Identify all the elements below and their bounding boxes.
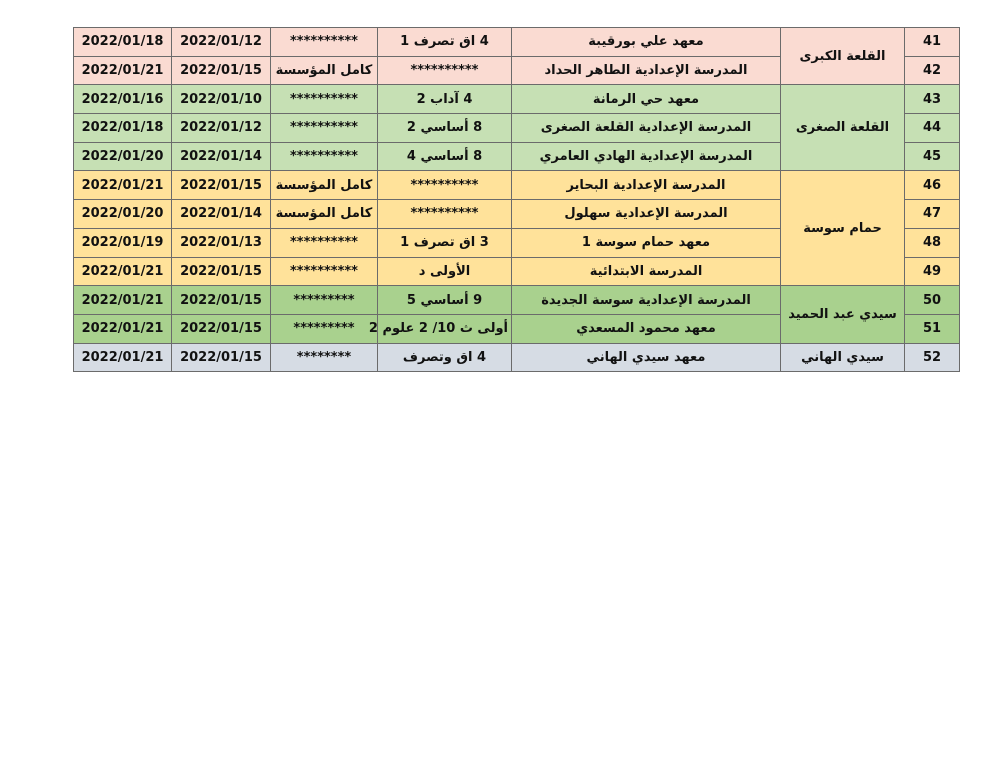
row-number-cell: 43 [905, 85, 960, 114]
end-date-cell: 2022/01/21 [74, 314, 172, 343]
end-date-cell: 2022/01/21 [74, 56, 172, 85]
table-row [74, 28, 960, 57]
school-cell: معهد حي الرمانة [512, 85, 781, 114]
school-cell: المدرسة الإعدادية الطاهر الحداد [512, 56, 781, 85]
table-row [74, 85, 960, 114]
row-number-cell: 52 [905, 343, 960, 372]
scope-cell: ********** [271, 142, 378, 171]
start-date-cell: 2022/01/15 [172, 257, 271, 286]
start-date-cell: 2022/01/15 [172, 286, 271, 315]
scope-cell: ********** [271, 228, 378, 257]
scope-cell: ********** [271, 114, 378, 143]
end-date-cell: 2022/01/19 [74, 228, 172, 257]
row-number-cell: 46 [905, 171, 960, 200]
start-date-cell: 2022/01/10 [172, 85, 271, 114]
end-date-cell: 2022/01/21 [74, 286, 172, 315]
scope-cell: كامل المؤسسة [271, 171, 378, 200]
end-date-cell: 2022/01/21 [74, 343, 172, 372]
class-cell: 4 اق وتصرف [378, 343, 512, 372]
end-date-cell: 2022/01/18 [74, 28, 172, 57]
region-cell: سيدي عبد الحميد [781, 286, 905, 343]
school-cell: معهد سيدي الهاني [512, 343, 781, 372]
school-cell: معهد محمود المسعدي [512, 314, 781, 343]
region-cell: سيدي الهاني [781, 343, 905, 372]
class-cell: ********** [378, 200, 512, 229]
scope-cell: ********* [271, 314, 378, 343]
school-cell: المدرسة الإعدادية الهادي العامري [512, 142, 781, 171]
school-cell: المدرسة الإعدادية البحاير [512, 171, 781, 200]
table-row [74, 171, 960, 200]
row-number-cell: 44 [905, 114, 960, 143]
end-date-cell: 2022/01/21 [74, 171, 172, 200]
start-date-cell: 2022/01/14 [172, 142, 271, 171]
table-row [74, 286, 960, 315]
row-number-cell: 41 [905, 28, 960, 57]
region-cell: القلعة الكبرى [781, 28, 905, 85]
schedule-table [73, 27, 960, 372]
row-number-cell: 48 [905, 228, 960, 257]
scope-cell: كامل المؤسسة [271, 200, 378, 229]
school-cell: المدرسة الإعدادية سوسة الجديدة [512, 286, 781, 315]
end-date-cell: 2022/01/21 [74, 257, 172, 286]
school-cell: معهد حمام سوسة 1 [512, 228, 781, 257]
row-number-cell: 51 [905, 314, 960, 343]
scope-cell: ********** [271, 257, 378, 286]
class-cell: ********** [378, 171, 512, 200]
start-date-cell: 2022/01/14 [172, 200, 271, 229]
end-date-cell: 2022/01/18 [74, 114, 172, 143]
school-cell: معهد علي بورقيبة [512, 28, 781, 57]
row-number-cell: 49 [905, 257, 960, 286]
school-cell: المدرسة الإعدادية سهلول [512, 200, 781, 229]
end-date-cell: 2022/01/20 [74, 200, 172, 229]
row-number-cell: 50 [905, 286, 960, 315]
start-date-cell: 2022/01/12 [172, 28, 271, 57]
row-number-cell: 45 [905, 142, 960, 171]
class-cell: ********** [378, 56, 512, 85]
scope-cell: ********** [271, 85, 378, 114]
class-cell: 8 أساسي 4 [378, 142, 512, 171]
end-date-cell: 2022/01/16 [74, 85, 172, 114]
region-cell: القلعة الصغرى [781, 85, 905, 171]
start-date-cell: 2022/01/15 [172, 171, 271, 200]
region-cell: حمام سوسة [781, 171, 905, 286]
end-date-cell: 2022/01/20 [74, 142, 172, 171]
class-cell: 3 اق تصرف 1 [378, 228, 512, 257]
school-cell: المدرسة الابتدائية [512, 257, 781, 286]
class-cell: 9 أساسي 5 [378, 286, 512, 315]
class-cell: 4 اق تصرف 1 [378, 28, 512, 57]
start-date-cell: 2022/01/13 [172, 228, 271, 257]
scope-cell: ********* [271, 286, 378, 315]
start-date-cell: 2022/01/12 [172, 114, 271, 143]
scope-cell: ********** [271, 28, 378, 57]
start-date-cell: 2022/01/15 [172, 56, 271, 85]
school-cell: المدرسة الإعدادية القلعة الصغرى [512, 114, 781, 143]
scope-cell: كامل المؤسسة [271, 56, 378, 85]
class-cell: الأولى د [378, 257, 512, 286]
start-date-cell: 2022/01/15 [172, 314, 271, 343]
row-number-cell: 42 [905, 56, 960, 85]
class-cell: أولى ث 10/ 2 علوم 2 [378, 314, 512, 343]
class-cell: 4 آداب 2 [378, 85, 512, 114]
table-row [74, 343, 960, 372]
scope-cell: ******** [271, 343, 378, 372]
start-date-cell: 2022/01/15 [172, 343, 271, 372]
row-number-cell: 47 [905, 200, 960, 229]
class-cell: 8 أساسي 2 [378, 114, 512, 143]
